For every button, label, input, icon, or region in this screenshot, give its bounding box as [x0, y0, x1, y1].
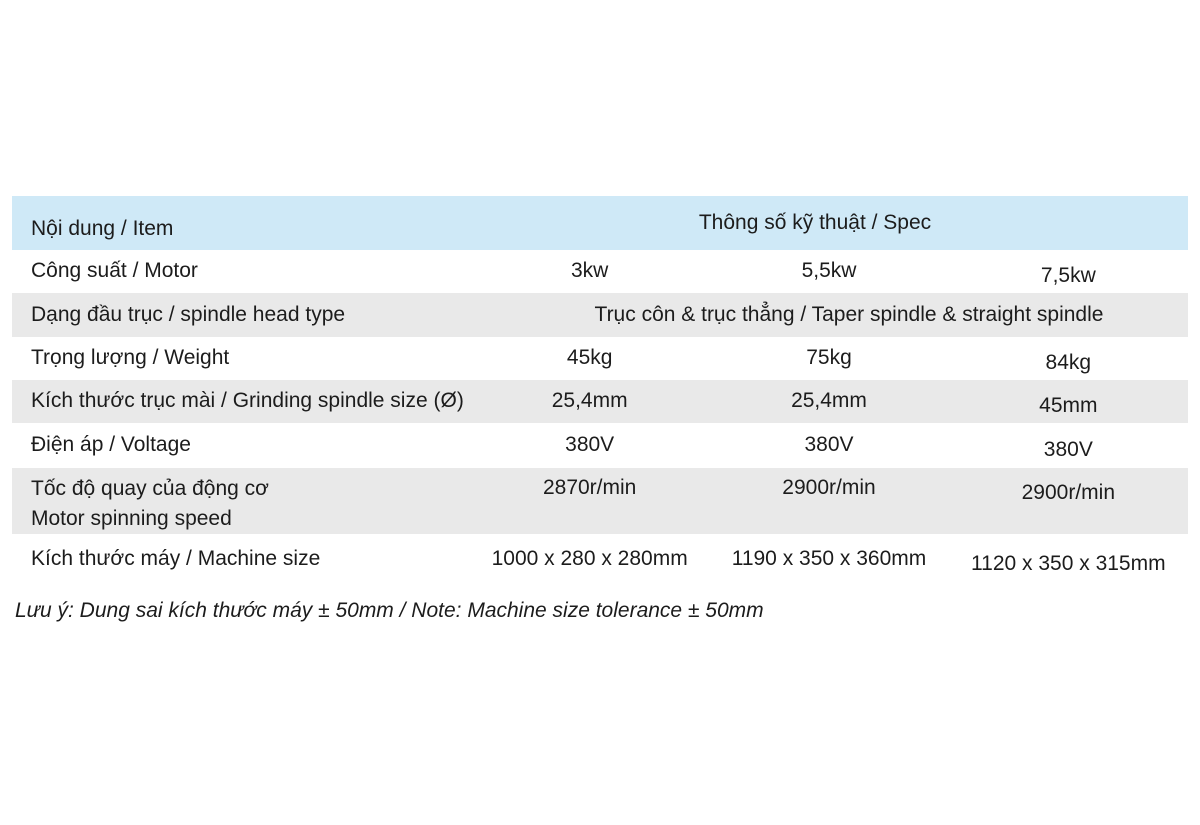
row-label: [12, 468, 470, 534]
spec-value: 45kg: [566, 346, 613, 370]
table-row-weight: [12, 337, 1188, 380]
spec-value: 380V: [804, 433, 854, 457]
header-spec-label: Thông số kỹ thuật / Spec: [698, 210, 932, 234]
spec-value: 380V: [565, 433, 615, 457]
spec-value: Trục côn & trục thẳng / Taper spindle & straight spindle: [594, 302, 1104, 326]
spec-value: 380V: [1043, 438, 1093, 462]
row-label: Dạng đầu trục / spindle head type: [31, 302, 346, 326]
table-row-motor: [12, 250, 1188, 293]
table-header-row: [12, 196, 1188, 250]
spec-value: 25,4mm: [791, 389, 867, 413]
tolerance-note: Lưu ý: Dung sai kích thước máy ± 50mm / Note: Machine size tolerance ± 50mm: [15, 599, 764, 622]
table-row-motor-speed: [12, 468, 1188, 534]
row-label: Điện áp / Voltage: [31, 433, 191, 457]
spec-value: 3kw: [570, 259, 609, 283]
spec-value: 1190 x 350 x 360mm: [731, 546, 927, 570]
row-label: Công suất / Motor: [31, 259, 198, 283]
table-row-spindle-head-type: [12, 293, 1188, 337]
table-row-voltage: [12, 423, 1188, 468]
spec-value: 75kg: [806, 346, 852, 370]
spec-value: 2900r/min: [782, 476, 876, 499]
row-label: Trọng lượng / Weight: [31, 346, 230, 370]
spec-value: 2900r/min: [1021, 481, 1116, 504]
row-label: Kích thước máy / Machine size: [31, 546, 321, 570]
row-label-line-1: Tốc độ quay của động cơ: [31, 477, 269, 500]
spec-value: 1120 x 350 x 315mm: [971, 551, 1166, 575]
row-label: Kích thước trục mài / Grinding spindle size (Ø): [31, 389, 464, 413]
table-row-grinding-spindle-size: [12, 380, 1188, 423]
spec-value: 45mm: [1039, 394, 1098, 418]
row-label-line-2: Motor spinning speed: [31, 507, 232, 530]
spec-value: 5,5kw: [801, 259, 857, 283]
spec-value: 1000 x 280 x 280mm: [491, 546, 688, 570]
spec-value: 2870r/min: [542, 476, 637, 499]
spec-value: 7,5kw: [1040, 264, 1096, 288]
spec-value: 25,4mm: [551, 389, 628, 413]
table-row-machine-size: [12, 534, 1188, 584]
spec-table: [12, 196, 1188, 584]
header-item-label: Nội dung / Item: [31, 216, 174, 240]
spec-value: 84kg: [1045, 351, 1092, 375]
